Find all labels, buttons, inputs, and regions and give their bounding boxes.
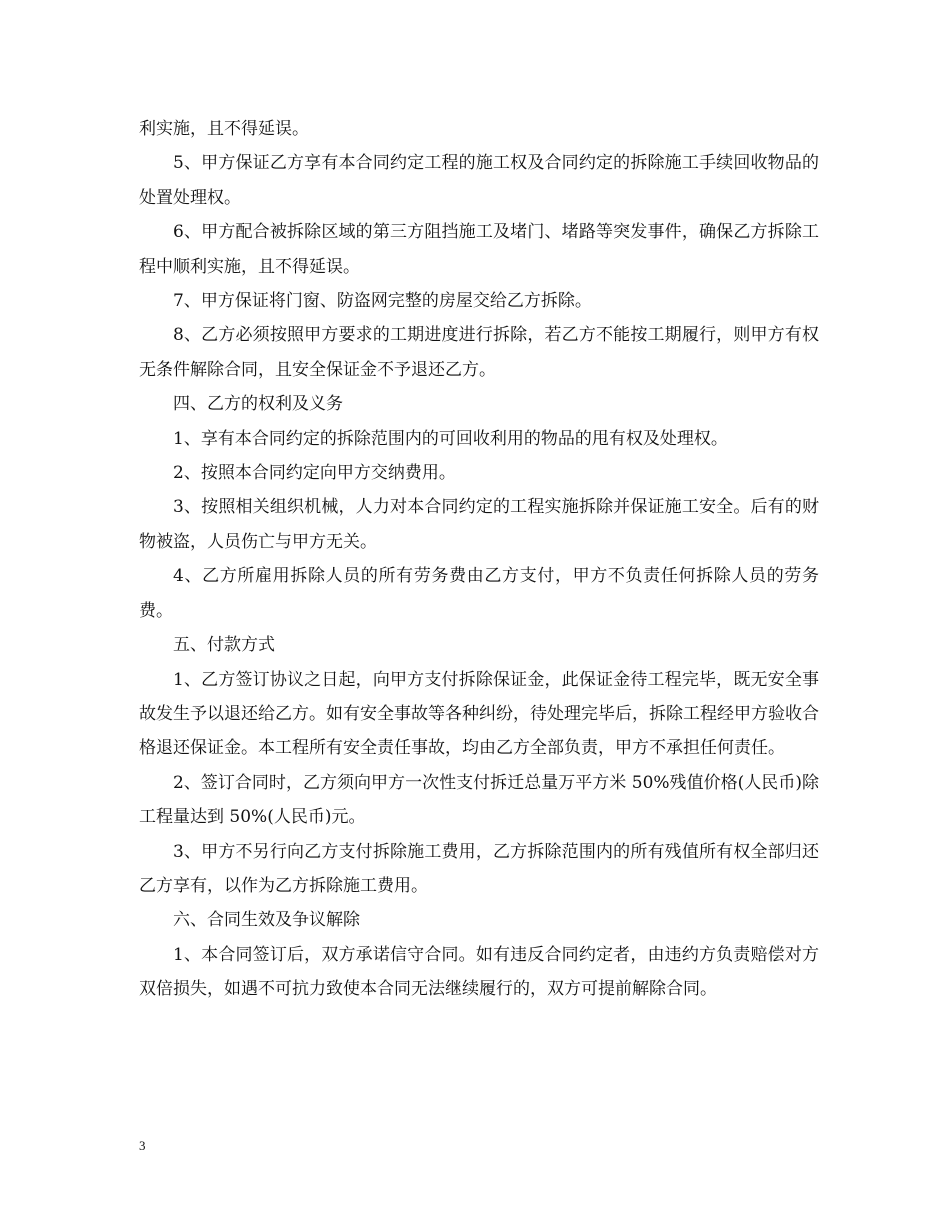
paragraph: 6、甲方配合被拆除区域的第三方阻挡施工及堵门、堵路等突发事件，确保乙方拆除工程中顺利实施，且不得延误。 bbox=[139, 222, 819, 277]
document-body bbox=[139, 112, 819, 1007]
paragraph: 1、乙方签订协议之日起，向甲方支付拆除保证金，此保证金待工程完毕，既无安全事故发生予以退还给乙方。如有安全事故等各种纠纷，待处理完毕后，拆除工程经甲方验收合格退还保证金。本工程所有安全责任事故，均由乙方全部负责，甲方不承担任何责任。 bbox=[139, 669, 819, 759]
paragraph: 四、乙方的权利及义务 bbox=[173, 394, 343, 415]
paragraph: 7、甲方保证将门窗、防盗网完整的房屋交给乙方拆除。 bbox=[173, 291, 592, 312]
paragraph: 8、乙方必须按照甲方要求的工期进度进行拆除，若乙方不能按工期履行，则甲方有权无条件解除合同，且安全保证金不予退还乙方。 bbox=[139, 325, 819, 380]
paragraph: 3、甲方不另行向乙方支付拆除施工费用，乙方拆除范围内的所有残值所有权全部归还乙方享有，以作为乙方拆除施工费用。 bbox=[139, 841, 819, 896]
paragraph: 1、本合同签订后，双方承诺信守合同。如有违反合同约定者，由违约方负责赔偿对方双倍损失，如遇不可抗力致使本合同无法继续履行的，双方可提前解除合同。 bbox=[139, 944, 819, 1000]
paragraph: 2、签订合同时，乙方须向甲方一次性支付拆迁总量万平方米 50%残值价格(人民币)除工程量达到 50%(人民币)元。 bbox=[139, 772, 819, 828]
paragraph: 六、合同生效及争议解除 bbox=[173, 910, 360, 931]
paragraph: 五、付款方式 bbox=[173, 635, 275, 656]
paragraph: 4、乙方所雇用拆除人员的所有劳务费由乙方支付，甲方不负责任何拆除人员的劳务费。 bbox=[139, 566, 819, 621]
paragraph: 1、享有本合同约定的拆除范围内的可回收利用的物品的甩有权及处理权。 bbox=[173, 428, 728, 449]
paragraph: 2、按照本合同约定向甲方交纳费用。 bbox=[173, 463, 456, 484]
paragraph: 利实施，且不得延误。 bbox=[139, 119, 309, 139]
page-number: 3 bbox=[139, 1138, 146, 1153]
paragraph: 5、甲方保证乙方享有本合同约定工程的施工权及合同约定的拆除施工手续回收物品的处置处理权。 bbox=[139, 153, 819, 208]
paragraph: 3、按照相关组织机械，人力对本合同约定的工程实施拆除并保证施工安全。后有的财物被盗，人员伤亡与甲方无关。 bbox=[139, 497, 819, 552]
